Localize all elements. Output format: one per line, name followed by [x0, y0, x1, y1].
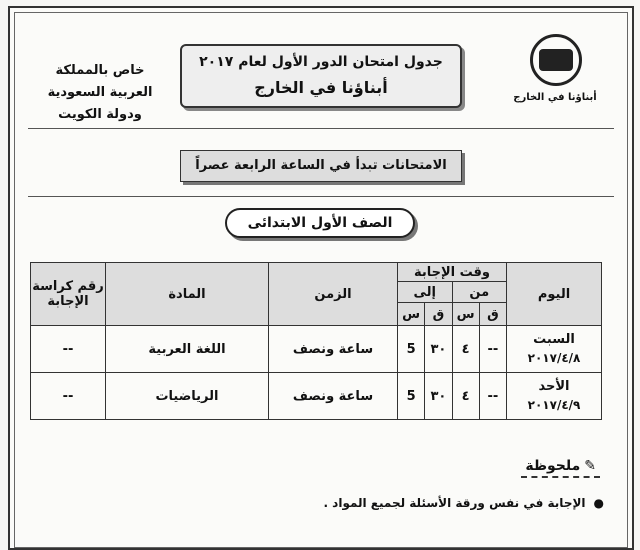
duration: ساعة ونصف — [269, 326, 398, 373]
header-to-minute: ق — [425, 303, 452, 326]
from-minute: -- — [479, 326, 506, 373]
day-name: السبت — [533, 332, 575, 347]
header-from-hour: س — [452, 303, 479, 326]
header-from: من — [452, 282, 507, 303]
duration: ساعة ونصف — [269, 373, 398, 420]
exam-schedule-table — [30, 262, 602, 420]
logo-emblem — [539, 49, 573, 71]
header-subject: المادة — [106, 263, 269, 326]
from-minute: -- — [479, 373, 506, 420]
to-minute: ٣٠ — [425, 326, 452, 373]
header-to-hour: س — [398, 303, 425, 326]
sheet-number: -- — [31, 326, 106, 373]
day-date: ٢٠١٧/٤/٨ — [527, 351, 581, 365]
divider — [28, 128, 614, 129]
exam-schedule-title: جدول امتحان الدور الأول لعام ٢٠١٧ — [199, 54, 443, 70]
logo-caption: أبناؤنا في الخارج — [513, 92, 597, 103]
grade-label: الصف الأول الابتدائى — [225, 208, 415, 238]
sheet-number: -- — [31, 373, 106, 420]
note-item-text: الإجابة في نفس ورقة الأسئلة لجميع المواد . — [323, 496, 586, 510]
divider — [28, 196, 614, 197]
note-item — [323, 496, 604, 510]
header-day: اليوم — [507, 263, 602, 326]
region-line-2: ودولة الكويت — [58, 107, 142, 122]
to-minute: ٣٠ — [425, 373, 452, 420]
day-cell — [507, 373, 602, 420]
subject: اللغة العربية — [106, 326, 269, 373]
table-row — [31, 326, 602, 373]
start-time-banner: الامتحانات تبدأ في الساعة الرابعة عصراً — [180, 150, 462, 182]
header-sheet-number: رقم كراسة الإجابة — [31, 263, 106, 326]
table-row — [31, 373, 602, 420]
ministry-logo-icon — [530, 34, 582, 86]
note-title-text: ملحوظة — [525, 458, 581, 474]
note-heading — [521, 458, 600, 478]
to-hour: 5 — [398, 373, 425, 420]
region-note — [40, 60, 160, 126]
day-name: الأحد — [538, 379, 570, 394]
title-box — [180, 44, 462, 108]
pencil-icon: ✎ — [584, 458, 596, 474]
bullet-dot-icon: ● — [593, 496, 604, 510]
ministry-logo — [512, 34, 598, 106]
subject: الرياضيات — [106, 373, 269, 420]
header-from-minute: ق — [479, 303, 506, 326]
header-to: إلى — [398, 282, 453, 303]
day-cell — [507, 326, 602, 373]
exam-schedule-subtitle: أبناؤنا في الخارج — [254, 78, 388, 97]
from-hour: ٤ — [452, 326, 479, 373]
day-date: ٢٠١٧/٤/٩ — [527, 398, 581, 412]
from-hour: ٤ — [452, 373, 479, 420]
header-duration: الزمن — [269, 263, 398, 326]
region-line-1: خاص بالمملكة العربية السعودية — [47, 63, 153, 100]
to-hour: 5 — [398, 326, 425, 373]
header-exam-time: وقت الإجابة — [398, 263, 507, 282]
